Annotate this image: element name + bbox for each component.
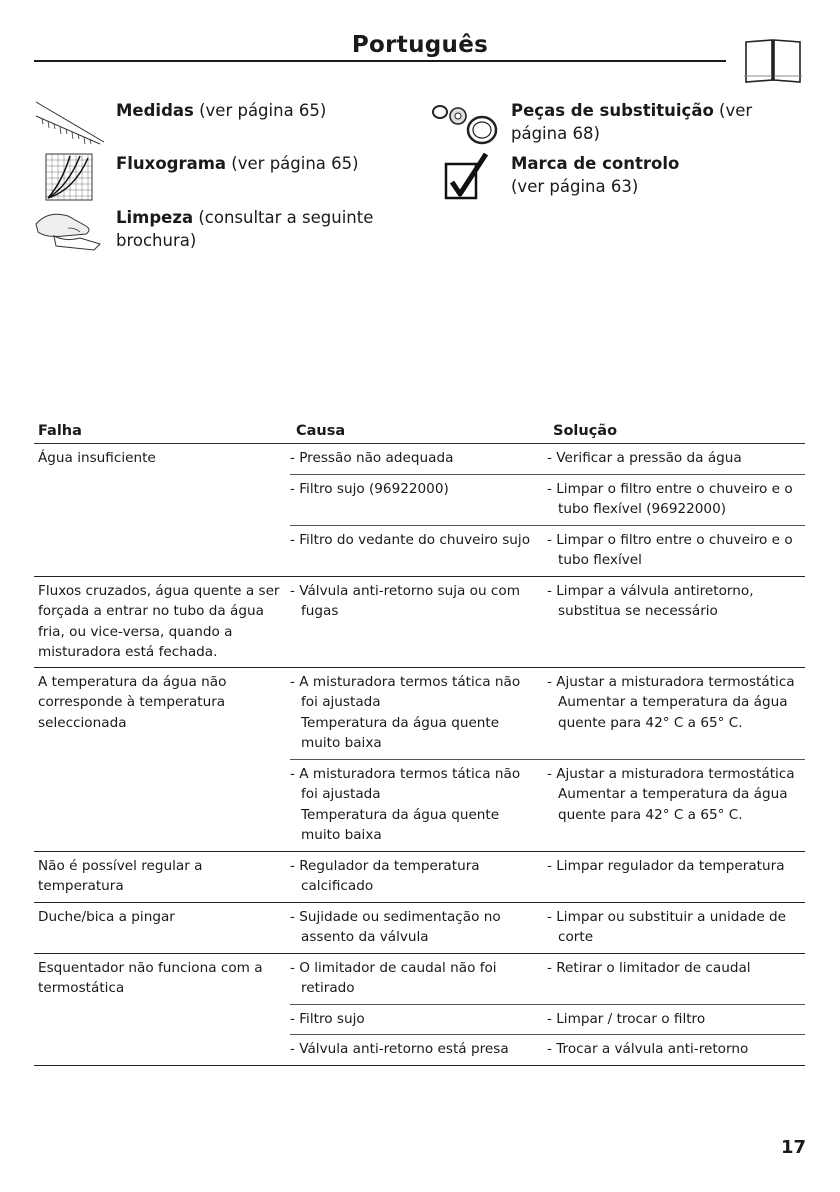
causa-text: - Filtro do vedante do chuveiro sujo — [290, 531, 531, 548]
solucao-text: - Limpar ou substituir a unidade de corte — [547, 908, 787, 945]
table-body — [34, 444, 805, 1066]
table-group — [34, 444, 805, 577]
flow-diagram-icon — [44, 152, 94, 202]
solucao-cell — [547, 907, 802, 948]
solucao-text: - Ajustar a misturadora termostática — [547, 673, 795, 690]
table-row — [290, 903, 805, 953]
troubleshooting-table — [34, 421, 805, 1066]
causa-cell — [290, 672, 536, 754]
causa-cell — [290, 907, 536, 948]
causa-text: - Sujidade ou sedimentação no assento da válvula — [290, 908, 501, 945]
causa-cell — [290, 958, 536, 999]
header-causa: Causa — [296, 423, 346, 439]
reference-spare-parts: Peças de substituição (ver página 68) — [511, 101, 753, 143]
solucao-cell — [547, 1009, 802, 1030]
causa-cell — [290, 1009, 536, 1030]
table-row — [290, 760, 805, 851]
table-group — [34, 668, 805, 852]
causa-extra-text: Temperatura da água quente muito baixa — [301, 806, 500, 843]
solucao-cell — [547, 1039, 802, 1060]
solucao-text: - Limpar regulador da temperatura — [547, 857, 785, 874]
reference-flow-chart: Fluxograma (ver página 65) — [116, 154, 359, 173]
table-row — [290, 852, 805, 902]
checkmark-box-icon — [444, 152, 492, 202]
reference-measures: Medidas (ver página 65) — [116, 101, 327, 120]
causa-cell — [290, 448, 536, 469]
table-group — [34, 852, 805, 903]
causa-text: - Válvula anti-retorno está presa — [290, 1041, 509, 1057]
reference-check-mark: Marca de controlo (ver página 63) — [511, 154, 680, 196]
solucao-text: - Retirar o limitador de caudal — [547, 959, 751, 976]
table-row — [290, 954, 805, 1005]
solucao-cell — [547, 448, 802, 469]
header-solucao: Solução — [553, 423, 618, 439]
solucao-cell — [547, 958, 802, 979]
table-row — [290, 577, 805, 627]
cleaning-hand-icon — [34, 206, 106, 252]
falha-cell: Fluxos cruzados, água quente a ser forçada a entrar no tubo da água fria, ou vice-versa, quando a misturadora está fechada. — [38, 582, 280, 660]
causa-text: - Regulador da temperatura calcificado — [290, 857, 480, 894]
causa-text: - Pressão não adequada — [290, 450, 454, 466]
solucao-text: - Trocar a válvula anti-retorno — [547, 1041, 749, 1057]
page-number: 17 — [780, 1137, 806, 1158]
table-row — [290, 475, 805, 526]
solucao-cell — [547, 672, 802, 734]
falha-cell: Não é possível regular a temperatura — [38, 857, 203, 894]
table-row — [290, 526, 805, 576]
causa-text: - A misturadora termos tática não foi ajustada — [290, 673, 521, 710]
causa-text: - Válvula anti-retorno suja ou com fugas — [290, 582, 520, 619]
title-divider — [34, 60, 726, 62]
solucao-text: - Limpar o filtro entre o chuveiro e o tubo flexível — [547, 531, 793, 568]
causa-cell — [290, 764, 536, 846]
solucao-cell — [547, 581, 802, 622]
falha-cell: Duche/bica a pingar — [38, 908, 175, 925]
solucao-text: - Verificar a pressão da água — [547, 450, 742, 466]
solucao-text: - Limpar a válvula antiretorno, substitua se necessário — [547, 582, 754, 619]
solucao-cell — [547, 764, 802, 826]
falha-cell: A temperatura da água não corresponde à temperatura seleccionada — [38, 673, 227, 731]
solucao-text: - Ajustar a misturadora termostática — [547, 765, 795, 782]
solucao-text: - Limpar / trocar o filtro — [547, 1010, 706, 1027]
spare-parts-icon — [430, 98, 500, 150]
page-title: Português — [351, 32, 489, 58]
causa-text: - A misturadora termos tática não foi ajustada — [290, 765, 521, 802]
causa-text: - Filtro sujo — [290, 1010, 365, 1027]
causa-cell — [290, 479, 536, 500]
causa-extra-text: Temperatura da água quente muito baixa — [301, 714, 500, 751]
table-row — [290, 444, 805, 475]
reference-cleaning: Limpeza (consultar a seguinte brochura) — [116, 208, 374, 250]
solucao-extra-text: Aumentar a temperatura da água quente para 42° C a 65° C. — [558, 786, 788, 823]
ruler-dimensions-icon — [34, 98, 106, 146]
causa-cell — [290, 856, 536, 897]
causa-text: - O limitador de caudal não foi retirado — [290, 959, 497, 996]
table-group — [34, 577, 805, 668]
falha-cell: Esquentador não funciona com a termostática — [38, 959, 263, 996]
table-group — [34, 954, 805, 1066]
header-falha: Falha — [38, 423, 82, 439]
causa-text: - Filtro sujo (96922000) — [290, 480, 449, 497]
table-row — [290, 1035, 805, 1065]
table-row — [290, 668, 805, 760]
table-group — [34, 903, 805, 954]
table-row — [290, 1005, 805, 1036]
solucao-cell — [547, 530, 802, 571]
causa-cell — [290, 530, 536, 551]
causa-cell — [290, 1039, 536, 1060]
solucao-cell — [547, 479, 802, 520]
open-book-icon — [742, 36, 804, 84]
causa-cell — [290, 581, 536, 622]
solucao-text: - Limpar o filtro entre o chuveiro e o tubo flexível (96922000) — [547, 480, 793, 517]
solucao-cell — [547, 856, 802, 877]
table-header — [34, 421, 805, 444]
falha-cell: Água insuficiente — [38, 450, 156, 466]
solucao-extra-text: Aumentar a temperatura da água quente para 42° C a 65° C. — [558, 694, 788, 731]
